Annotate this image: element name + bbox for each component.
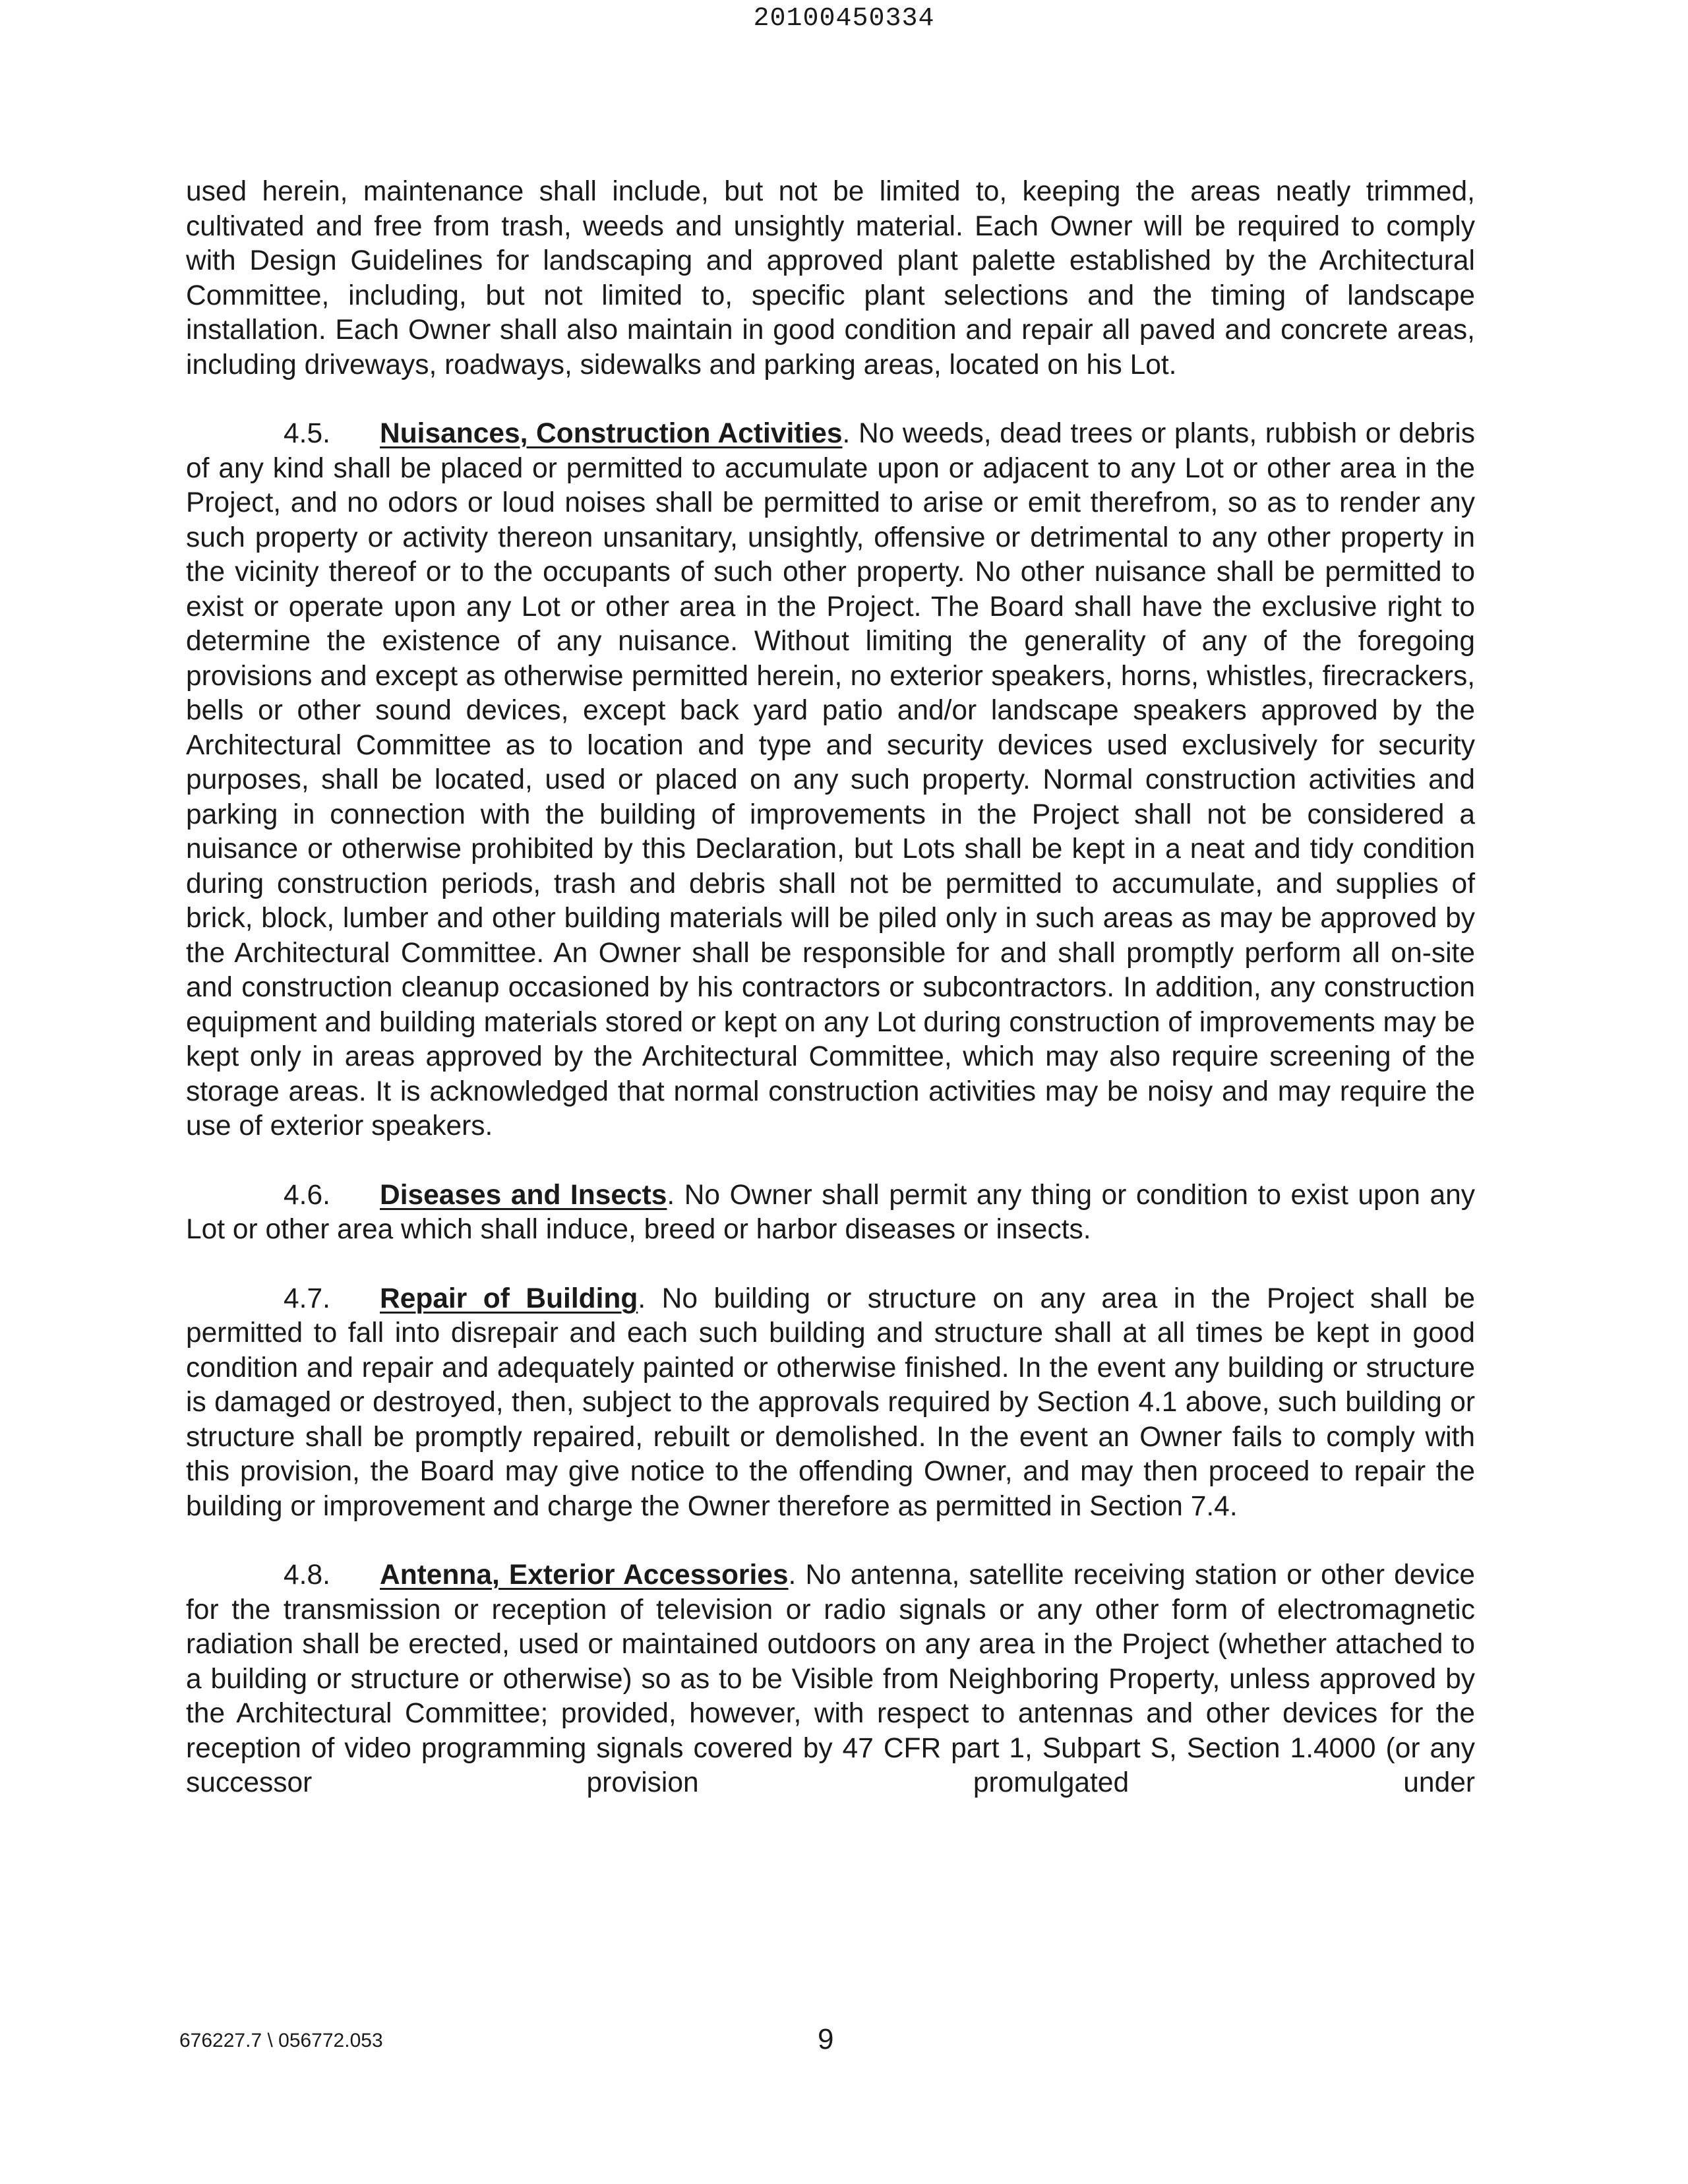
intro-paragraph: used herein, maintenance shall include, but not be limited to, keeping the areas neatly trimmed, cultivated and free from trash, weeds and unsightly material. Each Owner will be required to comply with Design Guidelines for landscaping and approved plant palette established by the Architectural Committee, including, but not limited to, specific plant selections and the timing of landscape installation. Each Owner shall also maintain in good condition and repair all paved and concrete areas, including driveways, roadways, sidewalks and parking areas, located on his Lot. <box>186 176 1475 380</box>
footer-document-id: 676227.7 \ 056772.053 <box>179 2030 383 2051</box>
section-number: 4.6. <box>284 1179 330 1211</box>
section-4-6 <box>186 1178 1475 1248</box>
section-heading: Repair of Building <box>380 1283 638 1314</box>
section-4-7 <box>186 1282 1475 1525</box>
section-4-8 <box>186 1558 1475 1801</box>
section-heading: Nuisances, Construction Activities <box>380 418 843 449</box>
section-heading: Diseases and Insects <box>380 1179 667 1211</box>
document-number: 20100450334 <box>753 4 935 34</box>
page-number: 9 <box>818 2023 834 2055</box>
section-text: . No building or structure on any area in the Project shall be permitted to fall into disrepair and each such building and structure shall at all times be kept in good condition and repair and adequately painted or otherwise finished. In the event any building or structure is damaged or destroyed, then, subject to the approvals required by Section 4.1 above, such building or structure shall be promptly repaired, rebuilt or demolished. In the event an Owner fails to comply with this provision, the Board may give notice to the offending Owner, and may then proceed to repair the building or improvement and charge the Owner therefore as permitted in Section 7.4. <box>186 1283 1475 1522</box>
section-text: . No Owner shall permit any thing or condition to exist upon any Lot or other area which shall induce, breed or harbor diseases or insects. <box>186 1179 1475 1245</box>
section-number: 4.8. <box>284 1560 330 1591</box>
section-text: . No antenna, satellite receiving station or other device for the transmission or reception of television or radio signals or any other form of electromagnetic radiation shall be erected, used or maintained outdoors on any area in the Project (whether attached to a building or structure or otherwise) so as to be Visible from Neighboring Property, unless approved by the Architectural Committee; provided, however, with respect to antennas and other devices for the reception of video programming signals covered by 47 CFR part 1, Subpart S, Section 1.4000 (or any successor provision promulgated under <box>186 1560 1475 1798</box>
section-heading: Antenna, Exterior Accessories <box>380 1560 789 1591</box>
document-body <box>186 175 1475 1801</box>
section-number: 4.5. <box>284 418 330 449</box>
section-number: 4.7. <box>284 1283 330 1314</box>
section-text: . No weeds, dead trees or plants, rubbish or debris of any kind shall be placed or permitted to accumulate upon or adjacent to any Lot or other area in the Project, and no odors or loud noises shall be permitted to arise or emit therefrom, so as to render any such property or activity thereon unsanitary, unsightly, offensive or detrimental to any other property in the vicinity thereof or to the occupants of such other property. No other nuisance shall be permitted to exist or operate upon any Lot or other area in the Project. The Board shall have the exclusive right to determine the existence of any nuisance. Without limiting the generality of any of the foregoing provisions and except as otherwise permitted herein, no exterior speakers, horns, whistles, firecrackers, bells or other sound devices, except back yard patio and/or landscape speakers approved by the Architectural Committee as to location and type and security devices used exclusively for security purposes, shall be located, used or placed on any such property. Normal construction activities and parking in connection with the building of improvements in the Project shall not be considered a nuisance or otherwise prohibited by this Declaration, but Lots shall be kept in a neat and tidy condition during construction periods, trash and debris shall not be permitted to accumulate, and supplies of brick, block, lumber and other building materials will be piled only in such areas as may be approved by the Architectural Committee. An Owner shall be responsible for and shall promptly perform all on-site and construction cleanup occasioned by his contractors or subcontractors. In addition, any construction equipment and building materials stored or kept on any Lot during construction of improvements may be kept only in areas approved by the Architectural Committee, which may also require screening of the storage areas. It is acknowledged that normal construction activities may be noisy and may require the use of exterior speakers. <box>186 418 1475 1141</box>
section-4-5 <box>186 417 1475 1144</box>
